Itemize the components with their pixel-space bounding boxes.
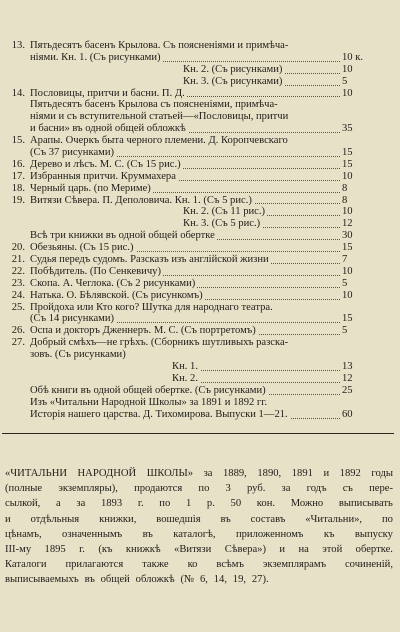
catalog-entry <box>0 206 400 218</box>
entry-price: 8 <box>342 194 348 206</box>
notice-word: НАРОДНОЙ <box>77 468 137 479</box>
notice-word: (№ <box>180 574 195 586</box>
notice-word: всѣмъ <box>216 559 244 571</box>
catalog-entry <box>0 313 400 325</box>
notice-word: сочиненій, <box>344 559 393 571</box>
notice-line <box>5 527 393 542</box>
entry-title: Обезьяны. (Съ 15 рис.) <box>30 242 134 254</box>
notice-word: Можно <box>290 498 324 510</box>
notice-line <box>5 481 393 496</box>
notice-word: 1895 <box>44 544 66 556</box>
catalog-entry <box>0 218 400 230</box>
subscription-notice <box>5 466 393 588</box>
entry-price: 15 <box>342 313 353 325</box>
catalog-entry <box>0 385 400 397</box>
notice-word: и <box>279 544 286 556</box>
notice-word: и <box>5 513 11 525</box>
entry-number: 21. <box>11 254 25 266</box>
entry-title: Кн. 2. <box>172 372 198 384</box>
entry-title: Пятьдесятъ басенъ Крылова съ поясненіями, примѣча- <box>30 99 278 111</box>
entry-price: 15 <box>342 242 353 254</box>
catalog-entry <box>0 302 400 314</box>
notice-word: экземплярамъ <box>262 559 327 571</box>
entry-number: 15. <box>11 135 25 147</box>
entry-number: 22. <box>11 265 25 277</box>
notice-word: за <box>281 483 291 495</box>
notice-word: руб. <box>247 483 266 495</box>
catalog-entry <box>0 349 400 361</box>
entry-price: 8 <box>342 182 348 194</box>
entry-number: 19. <box>11 194 25 206</box>
catalog-entry <box>0 325 400 337</box>
notice-word: 14, <box>213 574 227 586</box>
notice-word: составъ <box>250 513 286 525</box>
notice-word: (полные <box>5 483 43 495</box>
entry-title: Избранныя притчи. Круммахера <box>30 170 176 182</box>
entry-price: 10 <box>342 63 353 75</box>
catalog-entry <box>0 230 400 242</box>
entry-title: Витязи Сѣвера. П. Деполовича. Кн. 1. (Съ 5 рис.) <box>30 194 252 206</box>
notice-word: годъ <box>306 483 327 495</box>
notice-word: за <box>203 468 213 479</box>
notice-word: приложенномъ <box>235 528 304 540</box>
catalog-entry <box>0 373 400 385</box>
entry-price: 60 <box>342 408 353 420</box>
entry-number: 18. <box>11 182 25 194</box>
entry-title: Натька. О. Бѣлявской. (Съ рисункомъ) <box>30 289 203 301</box>
notice-word: а <box>56 498 61 510</box>
notice-word: 1889, <box>222 468 247 479</box>
notice-word: выписываемыхъ <box>5 574 79 586</box>
entry-title: (Съ 14 рисунками) <box>30 313 115 325</box>
notice-word: на <box>298 544 309 556</box>
catalog-entry <box>0 266 400 278</box>
entry-number: 25. <box>11 301 25 313</box>
entry-price: 10 <box>342 289 353 301</box>
catalog-entry <box>0 40 400 52</box>
notice-word: въ <box>142 528 153 540</box>
notice-word: 1890, <box>257 468 282 479</box>
catalog-entry <box>0 99 400 111</box>
notice-line <box>5 466 393 481</box>
notice-word: 19, <box>232 574 247 586</box>
entry-title: Пройдоха или Кто кого? Шутка для народнаго театра. <box>30 301 273 313</box>
entry-title: и басни» въ одной общей обложкѣ <box>30 123 186 135</box>
notice-word: 3 <box>225 483 231 495</box>
notice-word: годы <box>371 468 393 479</box>
entry-title: (Съ 37 рисунками) <box>30 147 115 159</box>
notice-line <box>5 572 393 587</box>
entry-title: Арапы. Очеркъ быта черного племени. Д. Коропчевскаго <box>30 135 288 147</box>
entry-number: 16. <box>11 158 25 170</box>
notice-word: Каталоги <box>5 559 47 571</box>
catalog-entry <box>0 159 400 171</box>
entry-price: 15 <box>342 158 353 170</box>
catalog-entry <box>0 278 400 290</box>
entry-price: 5 <box>342 277 348 289</box>
entry-title: Кн. 1. <box>172 361 198 373</box>
notice-word: 6, <box>199 574 208 586</box>
catalog-entry <box>0 135 400 147</box>
notice-word: «Витязи <box>174 544 212 556</box>
notice-word: 1893 <box>100 498 123 510</box>
entry-title: Скопа. А. Чеглока. (Съ 2 рисунками) <box>30 277 196 289</box>
entry-number: 27. <box>11 337 25 349</box>
notice-word: (къ <box>98 544 113 556</box>
notice-word: въ <box>84 574 95 586</box>
notice-word: ко <box>187 559 198 571</box>
entry-number: 13. <box>11 40 25 51</box>
catalog-entry <box>0 147 400 159</box>
notice-word: книжкѣ <box>125 544 161 556</box>
notice-word: кон. <box>256 498 276 510</box>
entry-title: ніями. Кн. 1. (Съ рисунками) <box>30 51 161 63</box>
notice-word: г. <box>137 498 144 510</box>
catalog-entry <box>0 290 400 302</box>
notice-word: 50 <box>230 498 242 510</box>
notice-word: обертке. <box>355 544 393 556</box>
catalog-entry <box>0 123 400 135</box>
notice-word: «ЧИТАЛЬНИ <box>5 468 67 479</box>
entry-title: Дерево и лѣсъ. М. С. (Съ 15 рис.) <box>30 158 181 170</box>
entry-price: 7 <box>342 254 348 266</box>
entry-title: Пятьдесятъ басенъ Крылова. Съ поясненіями и примѣча- <box>30 40 289 51</box>
notice-word: 1891 <box>291 468 313 479</box>
catalog-entry <box>0 88 400 100</box>
catalog-entry <box>0 171 400 183</box>
entry-title: Кн. 3. (Съ 5 рис.) <box>183 218 261 230</box>
catalog-entry <box>0 195 400 207</box>
entry-title: Добрый смѣхъ—не грѣхъ. (Сборникъ шутливыхъ разска- <box>30 337 289 349</box>
entry-number: 17. <box>11 170 25 182</box>
notice-line <box>5 542 393 557</box>
notice-word: экземпляры), <box>58 483 118 495</box>
entry-price: 12 <box>342 372 353 384</box>
notice-word: 1892 <box>339 468 361 479</box>
notice-word: выписывать <box>338 498 393 510</box>
notice-word: общей <box>100 574 130 586</box>
entry-title: Кн. 2. (Съ рисунками) <box>183 63 283 75</box>
entry-title: Обѣ книги въ одной общей обертке. (Съ рисунками) <box>30 384 266 396</box>
entry-price: 35 <box>342 123 353 135</box>
entry-title: Оспа и докторъ Дженнеръ. М. С. (Съ портретомъ) <box>30 325 256 337</box>
entry-title: Кн. 3. (Съ рисунками) <box>183 75 283 87</box>
notice-word: за <box>76 498 86 510</box>
notice-word: р. <box>206 498 215 510</box>
notice-word: «Читальни», <box>305 513 363 525</box>
notice-word: означеннымъ <box>62 528 123 540</box>
notice-word: продаются <box>134 483 183 495</box>
entry-price: 5 <box>342 325 348 337</box>
notice-word: по <box>159 498 171 510</box>
notice-line <box>5 557 393 572</box>
catalog-entry <box>0 64 400 76</box>
notice-word: 27). <box>251 574 269 586</box>
notice-word: Сѣвера») <box>224 544 266 556</box>
divider-rule <box>2 433 394 434</box>
notice-word: 1 <box>185 498 192 510</box>
entry-title: Судья передъ судомъ. Разсказъ изъ англійской жизни <box>30 254 269 266</box>
entry-title: Пословицы, притчи и басни. П. Д. <box>30 87 185 99</box>
entry-title: Побѣдитель. (По Сенкевичу) <box>30 265 161 277</box>
notice-word: книжки, <box>99 513 137 525</box>
notice-word: ШКОЛЫ» <box>146 468 194 479</box>
entry-price: 12 <box>342 218 353 230</box>
entry-title: Исторія нашего царства. Д. Тихомирова. Выпуски 1—21. <box>30 408 288 420</box>
catalog-entry <box>0 361 400 373</box>
notice-word: каталогѣ, <box>173 528 216 540</box>
entry-title: ніями и съ вступительной статьей—«Пословицы, притчи <box>30 111 289 123</box>
entry-number: 23. <box>11 277 25 289</box>
catalog-entry <box>0 409 400 421</box>
notice-word: по <box>198 483 210 495</box>
catalog-entry <box>0 254 400 266</box>
entry-price: 10 <box>342 206 353 218</box>
entry-title: Изъ «Читальни Народной Школы» за 1891 и 1892 гг. <box>30 396 268 408</box>
entry-title: Кн. 2. (Съ 11 рис.) <box>183 206 266 218</box>
entry-price: 15 <box>342 147 353 159</box>
notice-word: по <box>381 513 393 525</box>
entry-number: 14. <box>11 87 25 99</box>
entry-number: 24. <box>11 289 25 301</box>
notice-word: и <box>323 468 330 479</box>
catalog-entry <box>0 111 400 123</box>
entry-price: 10 <box>342 265 353 277</box>
entry-title: Всѣ три книжки въ одной общей обертке <box>30 230 215 242</box>
notice-word: вошедшія <box>156 513 201 525</box>
entry-price: 13 <box>342 361 353 373</box>
catalog-entry <box>0 76 400 88</box>
notice-word: пере- <box>369 483 393 495</box>
entry-price: 10 к. <box>342 51 364 63</box>
entry-title: Черный царь. (по Мериме) <box>30 182 151 194</box>
notice-word: къ <box>323 528 335 540</box>
notice-word: цѣнамъ, <box>5 528 42 540</box>
notice-word: также <box>142 559 169 571</box>
entry-number: 26. <box>11 325 25 337</box>
notice-word: сылкой, <box>5 498 41 510</box>
notice-word: г. <box>79 544 85 556</box>
notice-word: обложкѣ <box>135 574 175 586</box>
notice-word: прилагаются <box>65 559 124 571</box>
entry-title: зовъ. (Съ рисунками) <box>30 349 126 361</box>
entry-price: 10 <box>342 170 353 182</box>
notice-word: отдѣльныя <box>30 513 80 525</box>
notice-line <box>5 496 393 511</box>
catalog-list <box>0 40 400 421</box>
entry-price: 10 <box>342 87 353 99</box>
notice-line <box>5 512 393 527</box>
notice-word: съ <box>342 483 353 495</box>
entry-number: 20. <box>11 242 25 254</box>
catalog-entry <box>0 183 400 195</box>
entry-price: 30 <box>342 230 353 242</box>
entry-price: 25 <box>342 384 353 396</box>
notice-word: III-му <box>5 544 32 556</box>
notice-word: въ <box>220 513 231 525</box>
catalog-entry <box>0 397 400 409</box>
catalog-entry <box>0 52 400 64</box>
catalog-entry <box>0 337 400 349</box>
notice-word: выпуску <box>354 528 393 540</box>
entry-price: 5 <box>342 75 348 87</box>
catalog-entry <box>0 242 400 254</box>
notice-word: этой <box>322 544 343 556</box>
